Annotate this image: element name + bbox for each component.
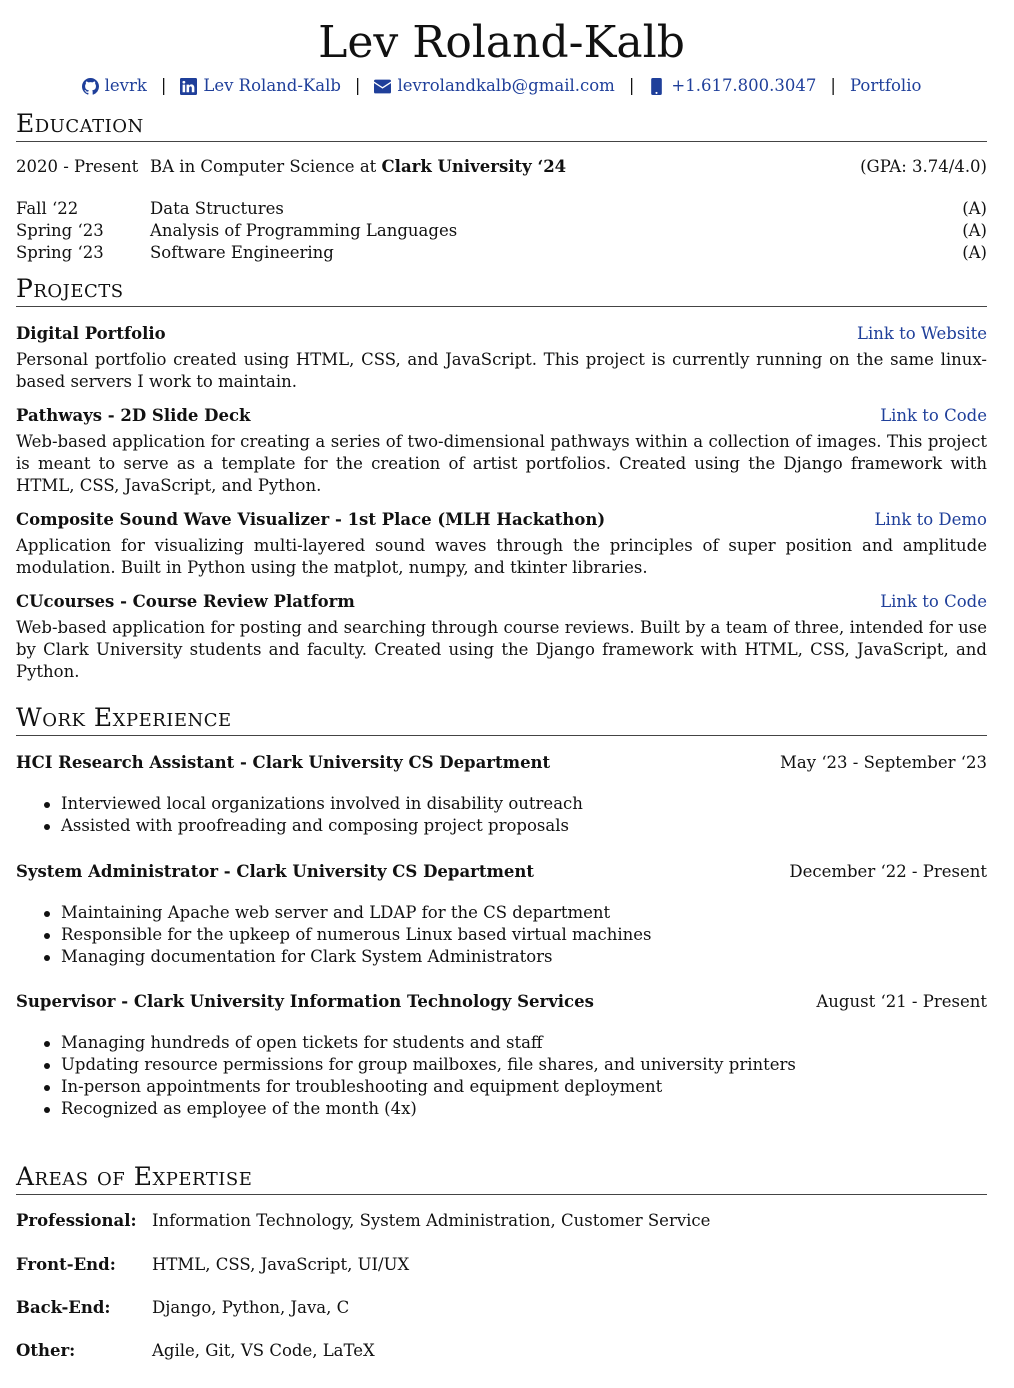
contact-separator: | xyxy=(160,76,167,95)
degree-row xyxy=(16,156,987,178)
section-title-expertise: Areas of Expertise xyxy=(16,1162,987,1195)
job-bullet: Managing hundreds of open tickets for students and staff xyxy=(44,1032,987,1054)
phone-link[interactable] xyxy=(648,75,816,97)
gpa: (GPA: 3.74/4.0) xyxy=(860,157,987,176)
portfolio-link[interactable]: Portfolio xyxy=(849,76,922,95)
expertise-value: Information Technology, System Administration, Customer Service xyxy=(152,1211,711,1230)
course-row xyxy=(16,198,987,220)
degree-dates: 2020 - Present xyxy=(16,157,139,176)
expertise-row xyxy=(16,1254,987,1276)
job-bullet: In-person appointments for troubleshooting and equipment deployment xyxy=(44,1076,987,1098)
course-term: Spring ‘23 xyxy=(16,221,104,240)
job-bullets xyxy=(44,793,987,837)
job-role: System Administrator - Clark University CS Department xyxy=(16,862,535,881)
job-dates: August ‘21 - Present xyxy=(816,992,987,1011)
projects-section xyxy=(16,274,987,683)
phone-number: +1.617.800.3047 xyxy=(671,76,817,95)
job-entry xyxy=(16,752,987,837)
job-bullet: Managing documentation for Clark System Administrators xyxy=(44,946,987,968)
school-name: Clark University ‘24 xyxy=(381,157,567,176)
resume-name: Lev Roland-Kalb xyxy=(318,17,685,68)
section-title-projects: Projects xyxy=(16,274,987,307)
course-grade: (A) xyxy=(962,199,987,218)
course-row xyxy=(16,220,987,242)
contact-separator: | xyxy=(354,76,361,95)
degree-name: BA in Computer Science at xyxy=(150,157,382,176)
expertise-row xyxy=(16,1297,987,1319)
section-title-education: Education xyxy=(16,109,987,142)
job-bullets xyxy=(44,1032,987,1120)
course-name: Data Structures xyxy=(150,199,284,218)
project-name: Composite Sound Wave Visualizer - 1st Place (MLH Hackathon) xyxy=(16,510,606,529)
job-bullet: Updating resource permissions for group mailboxes, file shares, and university printers xyxy=(44,1054,987,1076)
job-role: Supervisor - Clark University Information Technology Services xyxy=(16,992,594,1011)
project-link[interactable]: Link to Code xyxy=(880,406,987,425)
job-entry xyxy=(16,991,987,1120)
course-row xyxy=(16,242,987,264)
email-link[interactable] xyxy=(374,75,614,97)
section-title-work: Work Experience xyxy=(16,703,987,736)
contact-separator: | xyxy=(628,76,635,95)
project-description: Web-based application for creating a series of two-dimensional pathways within a collection of images. This project is meant to serve as a template for the creation of artist portfolios. Created using the Django framework with HTML, CSS, JavaScript, and Python. xyxy=(16,432,987,495)
phone-icon xyxy=(648,78,665,95)
job-role: HCI Research Assistant - Clark University CS Department xyxy=(16,753,551,772)
expertise-value: Django, Python, Java, C xyxy=(152,1298,350,1317)
email-address: levrolandkalb@gmail.com xyxy=(397,76,615,95)
project-link[interactable]: Link to Code xyxy=(880,592,987,611)
job-dates: May ‘23 - September ‘23 xyxy=(780,753,987,772)
job-bullets xyxy=(44,902,987,968)
project-link[interactable]: Link to Website xyxy=(857,324,987,343)
linkedin-icon xyxy=(180,78,197,95)
education-section xyxy=(16,109,987,264)
envelope-icon xyxy=(374,78,391,95)
resume-page xyxy=(16,0,987,1362)
work-section xyxy=(16,703,987,1120)
project-entry xyxy=(16,509,987,579)
expertise-value: Agile, Git, VS Code, LaTeX xyxy=(152,1341,375,1360)
job-dates: December ‘22 - Present xyxy=(789,862,987,881)
course-term: Spring ‘23 xyxy=(16,243,104,262)
github-icon xyxy=(82,78,99,95)
expertise-row xyxy=(16,1210,987,1232)
course-list xyxy=(16,198,987,264)
project-name: Pathways - 2D Slide Deck xyxy=(16,406,251,425)
course-name: Analysis of Programming Languages xyxy=(150,221,458,240)
expertise-label: Other: xyxy=(16,1341,76,1360)
linkedin-link[interactable] xyxy=(180,75,341,97)
contact-separator: | xyxy=(830,76,836,95)
job-entry xyxy=(16,861,987,968)
project-entry xyxy=(16,405,987,497)
job-bullet: Maintaining Apache web server and LDAP for the CS department xyxy=(44,902,987,924)
expertise-row xyxy=(16,1340,987,1362)
expertise-label: Back-End: xyxy=(16,1298,111,1317)
project-description: Application for visualizing multi-layered sound waves through the principles of super position and amplitude modulation. Built in Python using the matplot, numpy, and tkinter libraries. xyxy=(16,536,987,577)
job-bullet: Interviewed local organizations involved in disability outreach xyxy=(44,793,987,815)
project-description: Web-based application for posting and searching through course reviews. Built by a team of three, intended for use by Clark University students and faculty. Created using the Django framework with HTML, CSS, JavaScript, and Python. xyxy=(16,618,987,681)
expertise-label: Professional: xyxy=(16,1211,137,1230)
expertise-section xyxy=(16,1162,987,1362)
course-name: Software Engineering xyxy=(150,243,334,262)
job-bullet: Assisted with proofreading and composing project proposals xyxy=(44,815,987,837)
project-entry xyxy=(16,591,987,683)
project-entry xyxy=(16,323,987,393)
course-grade: (A) xyxy=(962,221,987,240)
github-link[interactable] xyxy=(82,75,147,97)
project-name: Digital Portfolio xyxy=(16,324,166,343)
github-handle: levrk xyxy=(104,76,147,95)
job-bullet: Recognized as employee of the month (4x) xyxy=(44,1098,987,1120)
job-bullet: Responsible for the upkeep of numerous Linux based virtual machines xyxy=(44,924,987,946)
project-link[interactable]: Link to Demo xyxy=(874,510,987,529)
course-grade: (A) xyxy=(962,243,987,262)
linkedin-name: Lev Roland-Kalb xyxy=(203,76,341,95)
course-term: Fall ‘22 xyxy=(16,199,79,218)
project-name: CUcourses - Course Review Platform xyxy=(16,592,355,611)
expertise-label: Front-End: xyxy=(16,1255,116,1274)
project-description: Personal portfolio created using HTML, CSS, and JavaScript. This project is currently running on the same linux-based servers I work to maintain. xyxy=(16,350,987,391)
contact-bar xyxy=(16,75,987,97)
expertise-value: HTML, CSS, JavaScript, UI/UX xyxy=(152,1255,410,1274)
